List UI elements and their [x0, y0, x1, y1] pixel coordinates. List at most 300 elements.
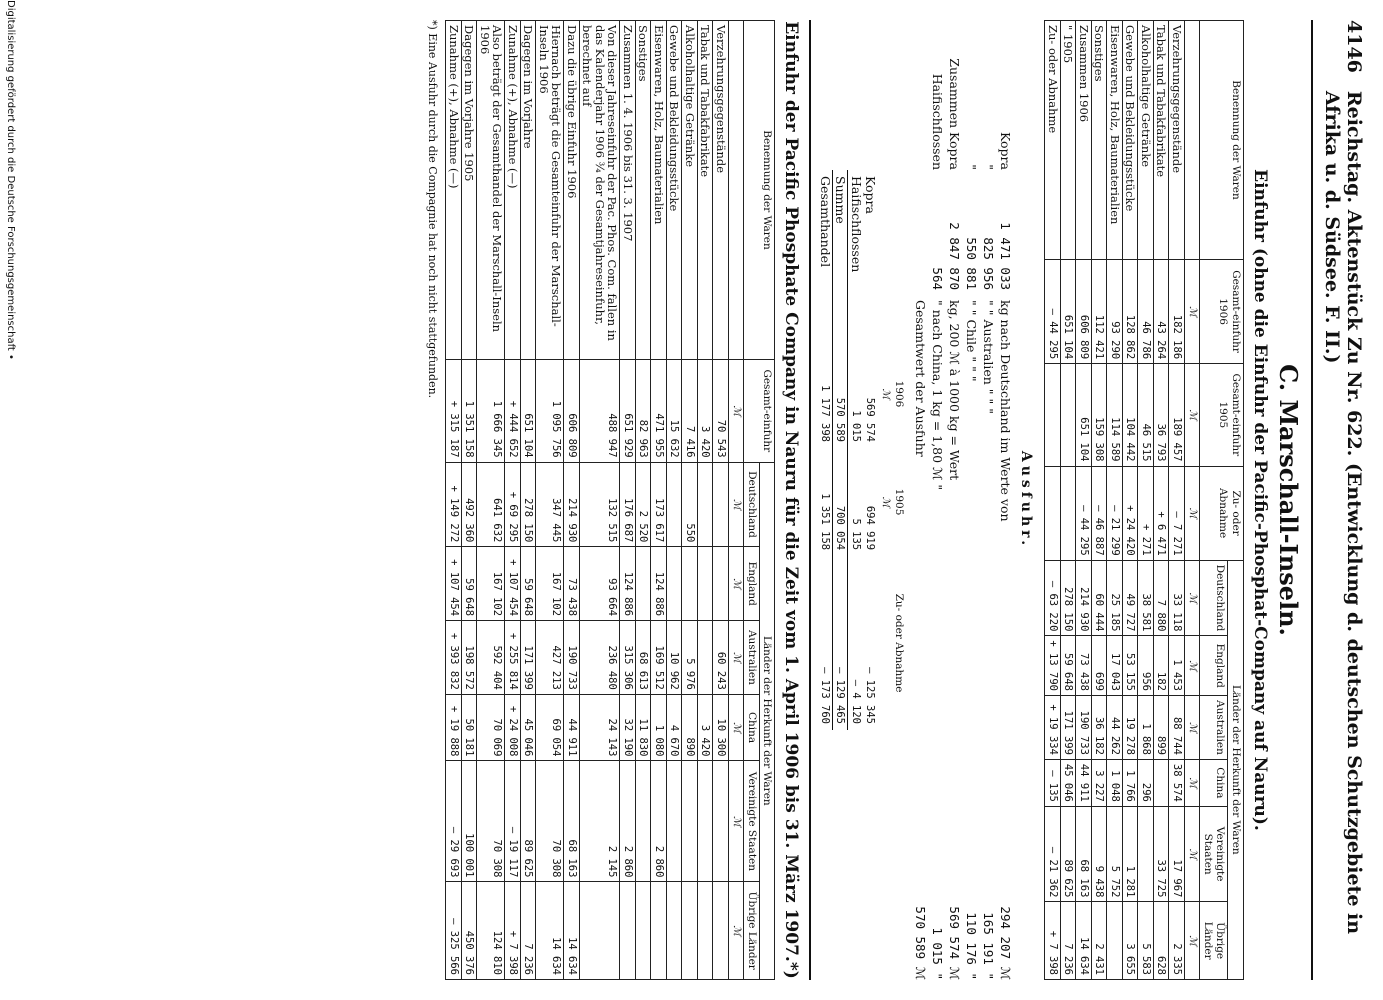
cell-total-1905: 114 589 [1107, 364, 1123, 466]
unit-cell: ℳ [1185, 902, 1201, 980]
row-label: Dagegen im Vorjahre 1905 [462, 21, 478, 360]
table-row [1045, 21, 1061, 980]
export-section [818, 20, 1035, 980]
cell-country: 88 744 [1169, 695, 1185, 759]
compare-row [863, 170, 878, 730]
compare-1906: 570 589 [833, 340, 849, 448]
cell-country [713, 462, 729, 547]
row-label: Gewebe und Bekleidungsstücke [667, 21, 683, 360]
export-item: Haifischflossen [930, 73, 946, 170]
cell-country [580, 882, 621, 980]
cell-country: 2 145 [580, 761, 621, 882]
export-description: " nach China, 1 kg = 1,80 ℳ " [930, 300, 946, 491]
compare-change: — 173 760 [818, 556, 833, 730]
cell-country: — 21 362 [1045, 806, 1061, 902]
cell-total-1906: 93 290 [1107, 260, 1123, 364]
cell-change: — 21 299 [1107, 466, 1123, 560]
section-title: C. Marschall-Inseln. [1274, 364, 1303, 636]
cell-country: + 149 272 [446, 462, 462, 547]
cell-country: 45 046 [1061, 759, 1077, 806]
unit-cell: ℳ [1185, 636, 1201, 696]
compare-unit: ℳ [880, 496, 891, 508]
nauru-table-body [446, 21, 729, 980]
col-head-name: Benennung der Waren [1200, 21, 1244, 260]
cell-country: 3 420 [698, 694, 714, 761]
cell-country: 14 634 [564, 882, 580, 980]
compare-1905: 1 351 158 [818, 448, 833, 556]
cell-total: 3 420 [698, 360, 714, 463]
cell-country: 124 886 [620, 547, 636, 621]
cell-country: 44 911 [564, 694, 580, 761]
cell-country: 171 399 [521, 621, 537, 695]
export-item: " [964, 164, 980, 170]
cell-total-1906: — 44 295 [1045, 260, 1061, 364]
row-label: Tabak und Tabakfabrikate [1154, 21, 1170, 260]
row-label: Sonstiges [636, 21, 652, 360]
export-item: Kopra [998, 132, 1014, 170]
cell-country [667, 882, 683, 980]
cell-country [667, 462, 683, 547]
table-row [477, 21, 505, 980]
cell-country: 1 080 [651, 694, 667, 761]
cell-country [713, 761, 729, 882]
nauru-country-header: Übrige Länder [744, 882, 760, 980]
cell-country: 124 810 [477, 882, 505, 980]
nauru-table [446, 20, 776, 980]
row-label: " 1905 [1061, 21, 1077, 260]
cell-country: + 19 334 [1045, 695, 1061, 759]
cell-country [620, 882, 636, 980]
row-label: Zunahme (+), Abnahme (—) [505, 21, 521, 360]
section-rule [810, 20, 812, 980]
export-description: " " Chile " " " [964, 300, 980, 382]
compare-head-1905: 1905 [893, 488, 906, 516]
cell-country: 182 [1154, 636, 1170, 696]
cell-country: 53 155 [1123, 636, 1139, 696]
cell-change: + 271 [1138, 466, 1154, 560]
cell-country: 1 048 [1107, 759, 1123, 806]
row-label: Sonstiges [1092, 21, 1108, 260]
cell-country: 450 376 [462, 882, 478, 980]
cell-country [636, 547, 652, 621]
cell-country: 5 583 [1138, 902, 1154, 980]
cell-country: 73 438 [564, 547, 580, 621]
cell-country: 70 069 [477, 694, 505, 761]
cell-country: 956 [1138, 636, 1154, 696]
cell-country [1138, 806, 1154, 902]
export-quantity: 1 471 033 [998, 222, 1014, 290]
col-head-total-1905: Gesamt-einfuhr 1905 [1200, 364, 1244, 466]
row-label: Tabak und Tabakfabrikate [698, 21, 714, 360]
country-header: Deutschland [1200, 560, 1228, 636]
table-row [1076, 21, 1092, 980]
cell-country [682, 547, 698, 621]
cell-total-1905: 36 793 [1154, 364, 1170, 466]
cell-country: 17 043 [1107, 636, 1123, 696]
cell-total-1906: 182 186 [1169, 260, 1185, 364]
cell-country: 89 625 [521, 761, 537, 882]
cell-country: 1 281 [1123, 806, 1139, 902]
table-row [636, 21, 652, 980]
cell-country: 198 572 [462, 621, 478, 695]
export-compare-table [818, 170, 907, 730]
cell-country: 1 453 [1169, 636, 1185, 696]
row-label: Zusammen 1906 [1076, 21, 1092, 260]
cell-country: 68 613 [636, 621, 652, 695]
cell-country: 59 648 [521, 547, 537, 621]
cell-country: 890 [682, 694, 698, 761]
cell-country: 33 725 [1154, 806, 1170, 902]
row-label: Verzehrungsgegenstände [713, 21, 729, 360]
cell-country: 132 515 [580, 462, 621, 547]
cell-country: 1 766 [1123, 759, 1139, 806]
page-number: 4146 [1343, 20, 1365, 73]
unit-cell: ℳ [1185, 759, 1201, 806]
export-line [930, 20, 947, 980]
cell-country: 214 930 [564, 462, 580, 547]
cell-country: + 69 295 [505, 462, 521, 547]
cell-country [636, 882, 652, 980]
table-row [446, 21, 462, 980]
cell-country: 699 [1092, 636, 1108, 696]
cell-country: 5 976 [682, 621, 698, 695]
cell-country: 70 308 [477, 761, 505, 882]
compare-1906: 1 015 [850, 410, 862, 442]
cell-country: 2 860 [651, 761, 667, 882]
nauru-col-head-origin: Länder der Herkunft der Waren [760, 462, 776, 979]
unit-cell: ℳ [729, 621, 745, 695]
compare-unit: ℳ [880, 388, 891, 400]
unit-cell: ℳ [729, 547, 745, 621]
export-value: 110 176 " [964, 912, 980, 980]
page-header [1315, 20, 1365, 980]
cell-change: + 6 471 [1154, 466, 1170, 560]
table-row [1123, 21, 1139, 980]
export-quantity: 825 956 [981, 237, 997, 290]
row-label: Zusammen 1. 4. 1906 bis 31. 3. 1907 [620, 21, 636, 360]
cell-country [1154, 759, 1170, 806]
cell-country: 214 930 [1076, 560, 1092, 636]
cell-country: 4 670 [667, 694, 683, 761]
side-credit [2, 0, 16, 1000]
cell-country: 36 182 [1092, 695, 1108, 759]
cell-change: — 44 295 [1076, 466, 1092, 560]
cell-country: 169 512 [651, 621, 667, 695]
cell-country: 2 335 [1169, 902, 1185, 980]
cell-change: — 46 887 [1092, 466, 1108, 560]
cell-total-1906: 46 786 [1138, 260, 1154, 364]
export-item: " [981, 164, 997, 170]
header-rule [1311, 20, 1313, 980]
cell-country: 124 886 [651, 547, 667, 621]
unit-cell: ℳ [729, 882, 745, 980]
unit-cell-empty [1185, 21, 1201, 260]
cell-country: 19 278 [1123, 695, 1139, 759]
table-row [667, 21, 683, 980]
cell-country [667, 547, 683, 621]
cell-country: 25 185 [1107, 560, 1123, 636]
cell-country: 899 [1154, 695, 1170, 759]
cell-total-1905 [1061, 364, 1077, 466]
cell-country: 7 236 [1061, 902, 1077, 980]
col-head-origin: Länder der Herkunft der Waren [1228, 560, 1244, 979]
col-head-change: Zu- oder Abnahme [1200, 466, 1244, 560]
cell-country: 33 118 [1169, 560, 1185, 636]
row-label: Von dieser Jahreseinfuhr der Pac. Phos. Com. fallen in das Kalenderjahr 1906 ¾ der Gesamtjahreseinfuhr, berechnet auf [580, 21, 621, 360]
cell-total: 488 947 [580, 360, 621, 463]
export-value: 569 574 ℳ [947, 906, 963, 980]
cell-country [682, 882, 698, 980]
compare-head-1906: 1906 [893, 380, 906, 408]
cell-country: 59 648 [1061, 636, 1077, 696]
cell-total-1905: 189 457 [1169, 364, 1185, 466]
compare-change: — 129 465 [833, 556, 849, 730]
cell-country: 236 480 [580, 621, 621, 695]
export-value: 1 015 " [930, 927, 946, 980]
cell-total: 1 351 158 [462, 360, 478, 463]
table-row [651, 21, 667, 980]
table-row [1061, 21, 1077, 980]
table-row [521, 21, 537, 980]
cell-country: 69 054 [536, 694, 564, 761]
cell-country: 2 520 [636, 462, 652, 547]
cell-country: 5 752 [1107, 806, 1123, 902]
cell-total-1906: 606 809 [1076, 260, 1092, 364]
cell-country: 592 404 [477, 621, 505, 695]
cell-country: 1 868 [1138, 695, 1154, 759]
cell-country: 68 163 [1076, 806, 1092, 902]
row-label: Dazu die übrige Einfuhr 1906 [564, 21, 580, 360]
nauru-unit-row [729, 21, 745, 980]
compare-label: Summe [833, 170, 849, 340]
cell-change [1061, 466, 1077, 560]
cell-total-1905: 159 308 [1092, 364, 1108, 466]
cell-country [651, 882, 667, 980]
nauru-country-header: China [744, 694, 760, 761]
table-row [536, 21, 564, 980]
cell-total: 606 809 [564, 360, 580, 463]
compare-row [848, 170, 863, 730]
export-quantity: 2 847 870 [947, 222, 963, 290]
compare-1906: 569 574 [864, 397, 877, 442]
cell-country [1107, 902, 1123, 980]
export-compare-body [818, 170, 878, 730]
cell-country: 44 262 [1107, 695, 1123, 759]
cell-total-1905: 46 515 [1138, 364, 1154, 466]
cell-country: 24 143 [580, 694, 621, 761]
compare-label: Gesamthandel [818, 170, 833, 340]
cell-country [698, 882, 714, 980]
export-line [947, 20, 964, 980]
compare-1905: 700 054 [833, 448, 849, 556]
table-row [1092, 21, 1108, 980]
row-label: Dagegen im Vorjahre [521, 21, 537, 360]
unit-cell: ℳ [1185, 806, 1201, 902]
table-row [713, 21, 729, 980]
nauru-title: Einfuhr der Pacific Phosphate Company in Nauru für die Zeit vom 1. April 1906 bis 31. März 1907.*) [781, 21, 802, 979]
row-label: Eisenwaren, Holz, Baumaterialien [1107, 21, 1123, 260]
cell-country: 60 444 [1092, 560, 1108, 636]
cell-country: + 107 454 [446, 547, 462, 621]
export-line [913, 20, 930, 980]
cell-country: 9 438 [1092, 806, 1108, 902]
export-quantity: 550 881 [964, 237, 980, 290]
cell-country: 190 733 [1076, 695, 1092, 759]
cell-country: + 255 814 [505, 621, 521, 695]
country-header: Vereinigte Staaten [1200, 806, 1228, 902]
export-value: 294 207 ℳ [998, 906, 1014, 980]
table-row [505, 21, 521, 980]
country-header: Übrige Länder [1200, 902, 1228, 980]
cell-total: 1 666 345 [477, 360, 505, 463]
table-row [1107, 21, 1123, 980]
compare-1905: 5 135 [850, 518, 862, 551]
cell-total: 651 929 [620, 360, 636, 463]
cell-country: 11 830 [636, 694, 652, 761]
table-row [1169, 21, 1185, 980]
nauru-col-head-total: Gesamt-einfuhr [744, 360, 775, 463]
cell-country: 73 438 [1076, 636, 1092, 696]
export-item: Zusammen Kopra [947, 58, 963, 170]
table-row [462, 21, 478, 980]
row-label: Alkoholhaltige Getränke [1138, 21, 1154, 260]
cell-country: 38 581 [1138, 560, 1154, 636]
export-description: Gesamtwert der Ausfuhr [913, 300, 929, 457]
cell-total-1905: 104 442 [1123, 364, 1139, 466]
cell-country: — 63 220 [1045, 560, 1061, 636]
export-line [964, 20, 981, 980]
export-description: kg nach Deutschland im Werte von [998, 300, 1014, 522]
import-table [1045, 20, 1245, 980]
export-description: kg, 200 ℳ à 1000 kg = Wert [947, 300, 963, 481]
cell-country: 315 306 [620, 621, 636, 695]
nauru-col-head-name: Benennung der Waren [744, 21, 775, 360]
cell-total: + 315 187 [446, 360, 462, 463]
cell-country: 190 733 [564, 621, 580, 695]
table-row [682, 21, 698, 980]
cell-country: 10 300 [713, 694, 729, 761]
row-label: Eisenwaren, Holz, Baumaterialien [651, 21, 667, 360]
cell-country: 427 213 [536, 621, 564, 695]
cell-country: 641 632 [477, 462, 505, 547]
cell-total: 70 543 [713, 360, 729, 463]
row-label: Gewebe und Bekleidungsstücke [1123, 21, 1139, 260]
cell-country: + 7 398 [505, 882, 521, 980]
cell-total: 15 632 [667, 360, 683, 463]
cell-country: — 135 [1045, 759, 1061, 806]
cell-country [713, 882, 729, 980]
compare-row [833, 170, 849, 730]
document-page [427, 20, 1366, 980]
unit-cell: ℳ [729, 761, 745, 882]
unit-cell: ℳ [729, 360, 745, 463]
cell-country: + 7 398 [1045, 902, 1061, 980]
cell-country: 173 617 [651, 462, 667, 547]
cell-country: 2 431 [1092, 902, 1108, 980]
cell-change: — 7 271 [1169, 466, 1185, 560]
unit-cell: ℳ [1185, 695, 1201, 759]
table-row [698, 21, 714, 980]
compare-head-change: Zu- oder Abnahme [893, 593, 906, 693]
cell-country: 278 150 [1061, 560, 1077, 636]
table-row [564, 21, 580, 980]
cell-change [1045, 466, 1061, 560]
import-table-body [1045, 21, 1185, 980]
cell-country: 7 236 [521, 882, 537, 980]
cell-country: 32 190 [620, 694, 636, 761]
compare-row [818, 170, 833, 730]
cell-country: 492 360 [462, 462, 478, 547]
cell-total-1906: 112 421 [1092, 260, 1108, 364]
cell-country: 68 163 [564, 761, 580, 882]
cell-country: 278 150 [521, 462, 537, 547]
cell-country: 7 880 [1154, 560, 1170, 636]
export-value: 165 191 " [981, 912, 997, 980]
cell-total-1905: 651 104 [1076, 364, 1092, 466]
row-label: Hiernach beträgt die Gesamteinfuhr der Marschall-Inseln 1906 [536, 21, 564, 360]
col-head-total-1906: Gesamt-einfuhr 1906 [1200, 260, 1244, 364]
cell-country [698, 547, 714, 621]
dfg-credit-text: Digitalisierung gefördert durch die Deutsche Forschungsgemeinschaft • [5, 0, 16, 360]
cell-change: + 24 420 [1123, 466, 1139, 560]
cell-country: + 107 454 [505, 547, 521, 621]
cell-country: 10 962 [667, 621, 683, 695]
cell-country: 38 574 [1169, 759, 1185, 806]
unit-cell-empty [729, 21, 745, 360]
cell-country: 2 860 [620, 761, 636, 882]
cell-country: 45 046 [521, 694, 537, 761]
cell-country: 100 001 [462, 761, 478, 882]
cell-country: 17 967 [1169, 806, 1185, 902]
cell-total: 82 963 [636, 360, 652, 463]
cell-country: 167 102 [477, 547, 505, 621]
cell-country: 89 625 [1061, 806, 1077, 902]
row-label: Alkoholhaltige Getränke [682, 21, 698, 360]
compare-label: Kopra [863, 176, 879, 214]
cell-country [698, 462, 714, 547]
export-quantity [913, 180, 930, 290]
country-header: China [1200, 759, 1228, 806]
cell-country: 60 243 [713, 621, 729, 695]
export-value: 570 589 ℳ [913, 906, 929, 980]
cell-country: 59 648 [462, 547, 478, 621]
table-row [580, 21, 621, 980]
cell-country: 171 399 [1061, 695, 1077, 759]
unit-cell: ℳ [729, 462, 745, 547]
row-label: Zu- oder Abnahme [1045, 21, 1061, 260]
cell-total-1906: 128 862 [1123, 260, 1139, 364]
export-title: Ausfuhr. [1018, 450, 1035, 550]
compare-1905: 694 919 [864, 505, 877, 551]
section-subtitle: Einfuhr (ohne die Einfuhr der Pacific-Phosphat-Company auf Nauru). [1250, 169, 1270, 831]
cell-total: 471 955 [651, 360, 667, 463]
cell-country: — 325 566 [446, 882, 462, 980]
table-row [620, 21, 636, 980]
unit-cell: ℳ [1185, 560, 1201, 636]
table-row [1138, 21, 1154, 980]
export-lines [913, 20, 1015, 980]
compare-change: — 4 120 [850, 679, 862, 724]
row-label: Zunahme (+), Abnahme (—) [446, 21, 462, 360]
cell-country: 49 727 [1123, 560, 1139, 636]
page-header-title: Reichstag. Aktenstück Zu Nr. 622. (Entwicklung d. deutschen Schutzgebiete in Afrika u. d. Südsee. F. II.) [1321, 90, 1365, 935]
cell-country: 3 655 [1123, 902, 1139, 980]
cell-country: 14 634 [1076, 902, 1092, 980]
unit-row [1185, 21, 1201, 980]
cell-country: 628 [1154, 902, 1170, 980]
cell-country: + 19 888 [446, 694, 462, 761]
nauru-country-header: Deutschland [744, 462, 760, 547]
